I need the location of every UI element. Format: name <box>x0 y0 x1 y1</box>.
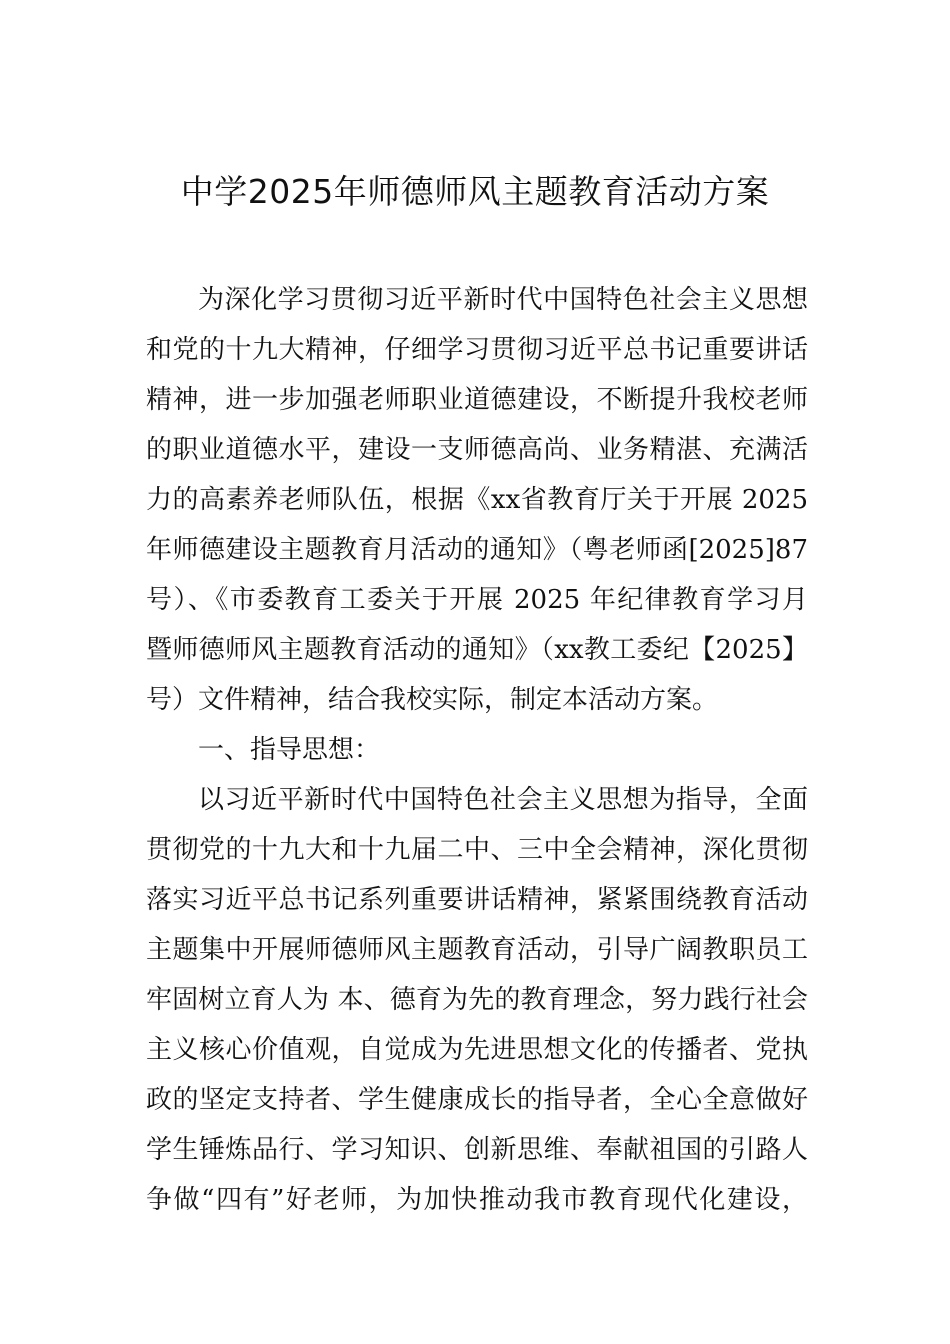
body-line: 精神，进一步加强老师职业道德建设，不断提升我校老师 <box>146 385 808 415</box>
body-line: 主义核心价值观，自觉成为先进思想文化的传播者、党执 <box>146 1035 808 1065</box>
body-line: 争做“四有”好老师，为加快推动我市教育现代化建设， <box>146 1185 808 1215</box>
body-line: 牢固树立育人为 本、德育为先的教育理念，努力践行社会 <box>146 985 808 1015</box>
body-line: 号）、《市委教育工委关于开展 2025 年纪律教育学习月 <box>146 585 808 615</box>
body-line: 力的高素养老师队伍，根据《xx省教育厅关于开展 2025 <box>146 485 808 515</box>
body-line: 主题集中开展师德师风主题教育活动，引导广阔教职员工 <box>146 935 808 965</box>
body-line: 年师德建设主题教育月活动的通知》（粤老师函[2025]87 <box>146 535 808 565</box>
body-line: 一、指导思想： <box>198 735 381 765</box>
body-line: 和党的十九大精神，仔细学习贯彻习近平总书记重要讲话 <box>146 335 808 365</box>
body-line: 贯彻党的十九大和十九届二中、三中全会精神，深化贯彻 <box>146 835 808 865</box>
document-title: 中学2025年师德师风主题教育活动方案 <box>180 172 770 211</box>
body-line: 以习近平新时代中国特色社会主义思想为指导，全面 <box>198 785 808 815</box>
body-line: 号）文件精神，结合我校实际，制定本活动方案。 <box>146 685 719 715</box>
body-line: 落实习近平总书记系列重要讲话精神，紧紧围绕教育活动 <box>146 885 808 915</box>
document-body <box>146 275 808 1225</box>
body-line: 政的坚定支持者、学生健康成长的指导者，全心全意做好 <box>146 1085 808 1115</box>
body-line: 学生锤炼品行、学习知识、创新思维、奉献祖国的引路人 <box>146 1135 808 1165</box>
body-line: 为深化学习贯彻习近平新时代中国特色社会主义思想 <box>198 285 808 315</box>
body-line: 暨师德师风主题教育活动的通知》（xx教工委纪【2025】 <box>146 635 808 665</box>
body-line: 的职业道德水平，建设一支师德高尚、业务精湛、充满活 <box>146 435 808 465</box>
